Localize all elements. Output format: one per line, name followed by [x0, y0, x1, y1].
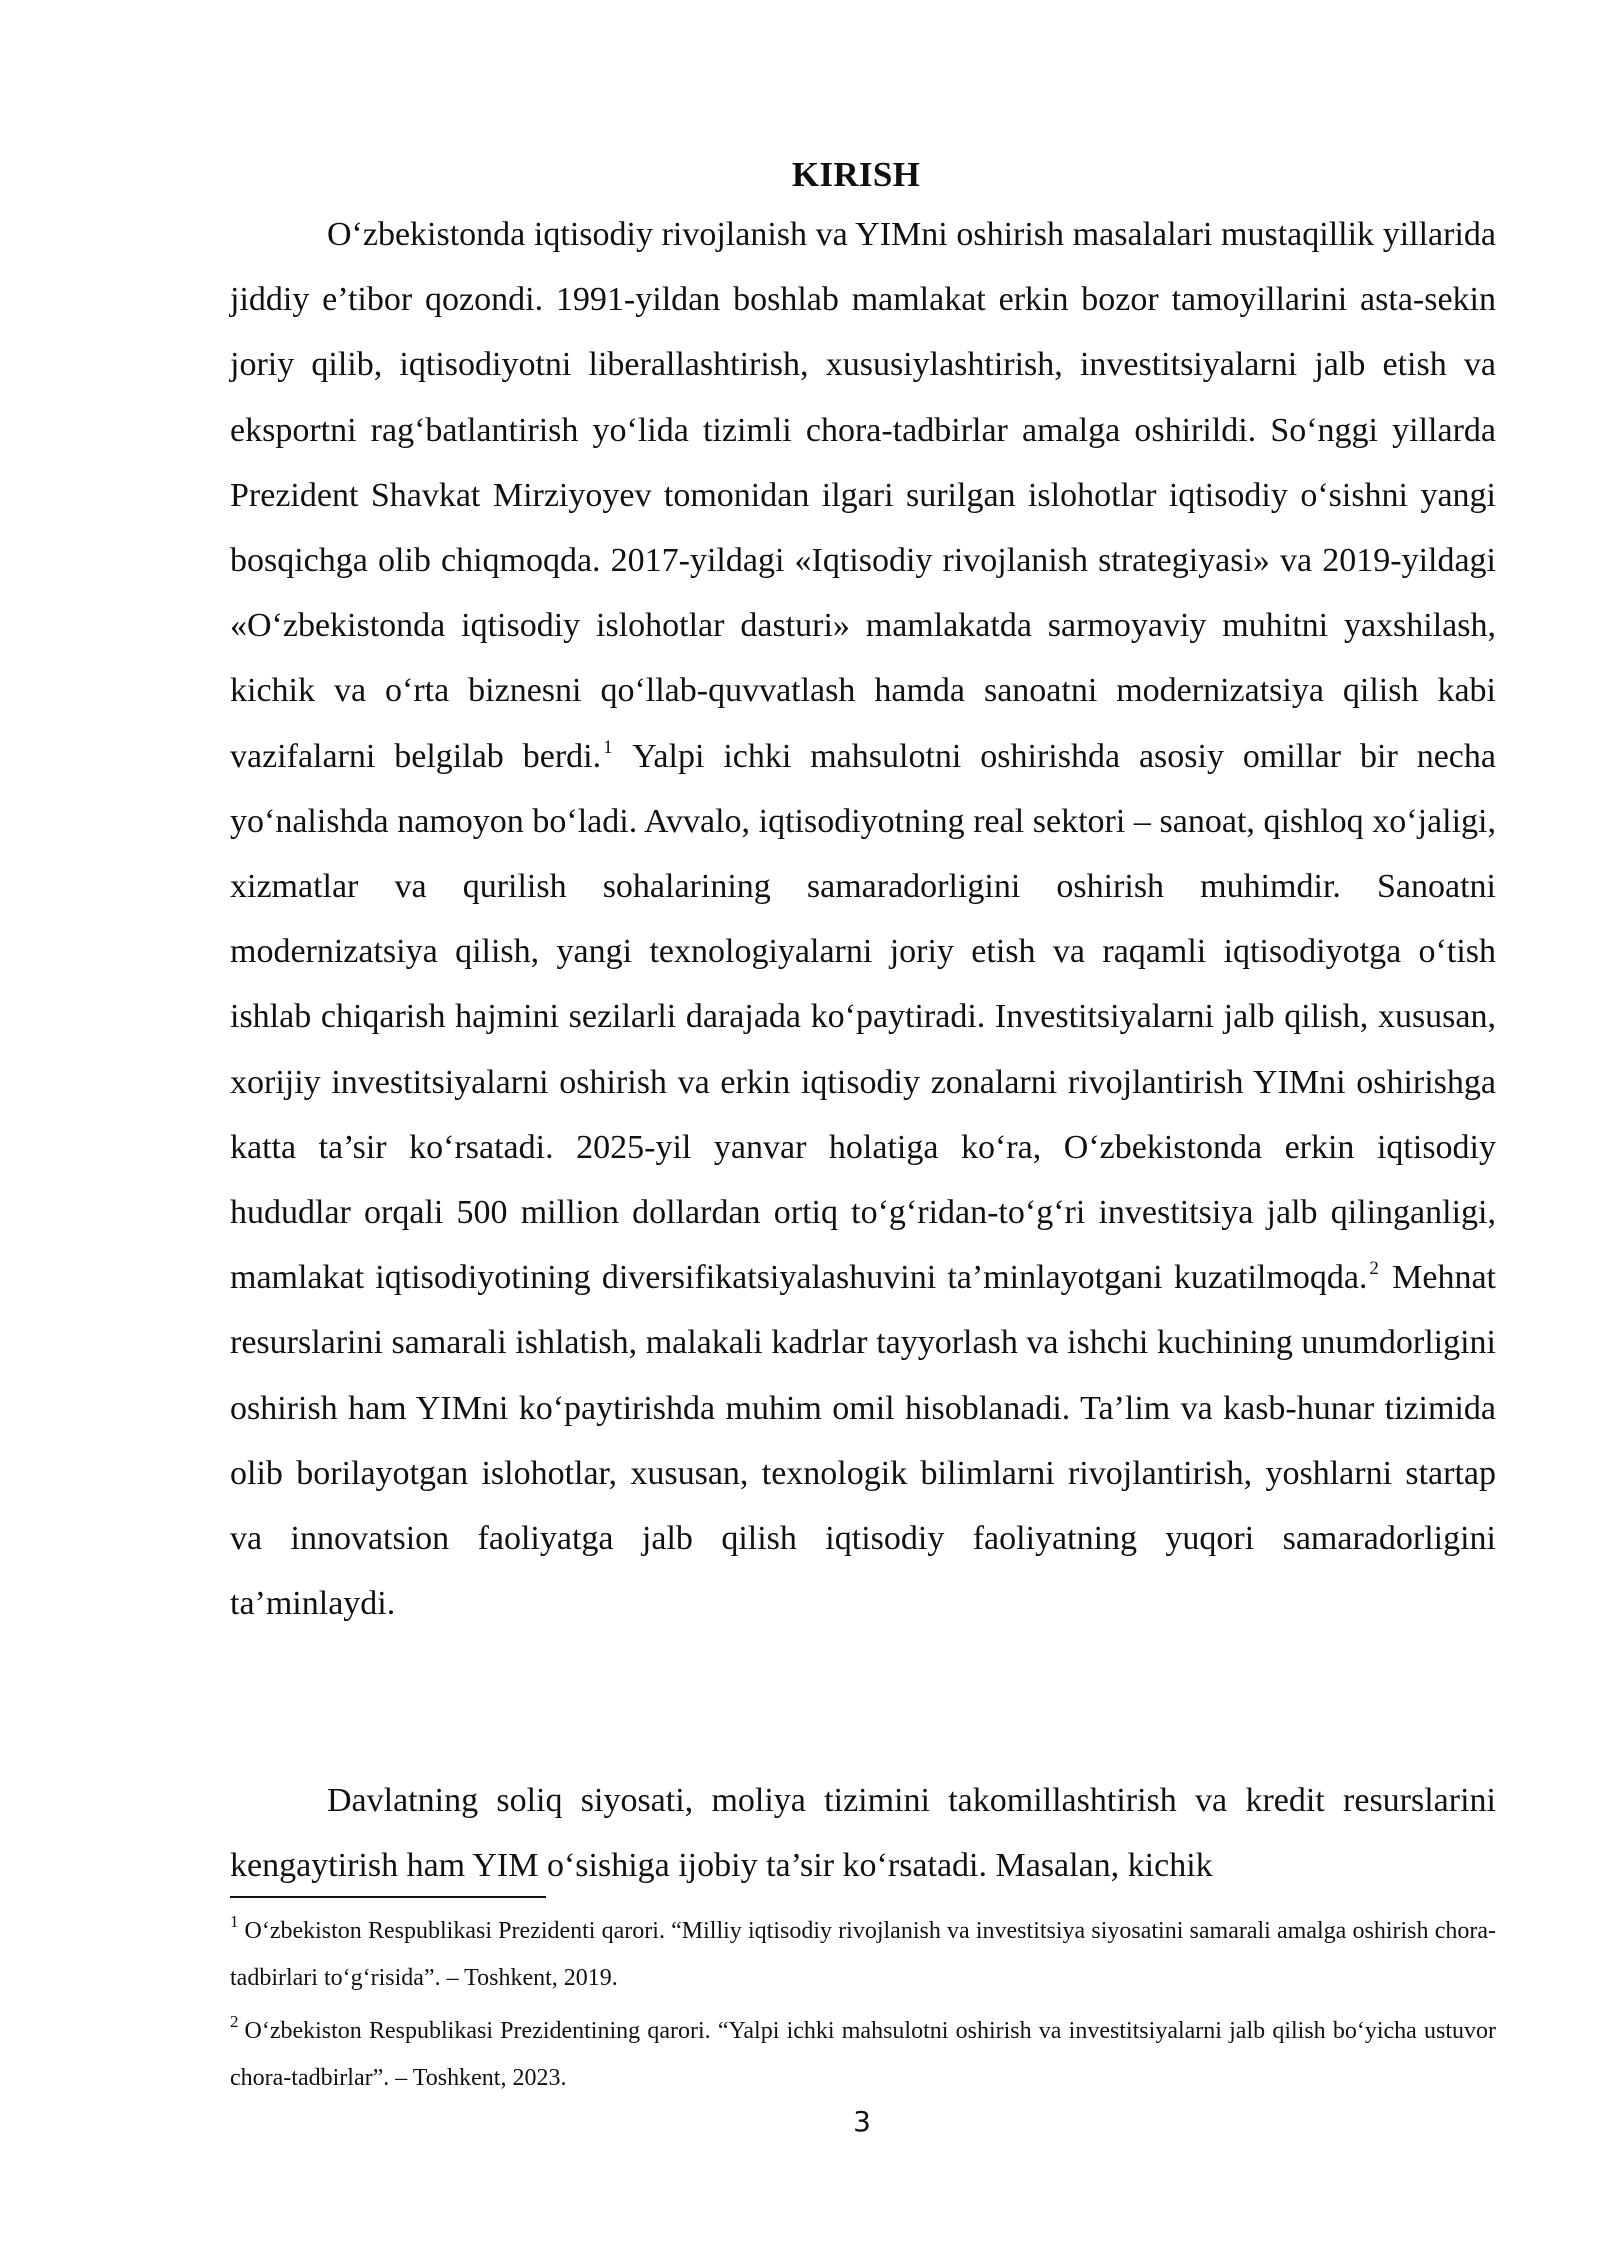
footnote-2-text: O‘zbekiston Respublikasi Prezidentining qarori. “Yalpi ichki mahsulotni oshirish va investitsiyalarni jalb qilish bo‘yicha ustuvor chora-tadbirlar”. – Toshkent, 2023.	[230, 2018, 1496, 2091]
footnote-1-number: 1	[230, 1912, 239, 1931]
footnote-separator	[230, 1896, 546, 1898]
paragraph-1-text-a: O‘zbekistonda iqtisodiy rivojlanish va YIMni oshirish masalalari mustaqillik yillarida jiddiy e’tibor qozondi. 1991-yildan boshlab mamlakat erkin bozor tamoyillarini asta-sekin joriy qilib, iqtisodiyotni liberallashtirish, xususiylashtirish, investitsiyalarni jalb etish va eksportni rag‘batlantirish yo‘lida tizimli chora-tadbirlar amalga oshirildi. So‘nggi yillarda Prezident Shavkat Mirziyoyev tomonidan ilgari surilgan islohotlar iqtisodiy o‘sishni yangi bosqichga olib chiqmoqda. 2017-yildagi «Iqtisodiy rivojlanish strategiyasi» va 2019-yildagi «O‘zbekistonda iqtisodiy islohotlar dasturi» mamlakatda sarmoyaviy muhitni yaxshilash, kichik va o‘rta biznesni qo‘llab-quvvatlash hamda sanoatni modernizatsiya qilish kabi vazifalarni belgilab berdi.	[230, 216, 1496, 775]
body-paragraph-2	[230, 1768, 1496, 1898]
footnote-1-text: O‘zbekiston Respublikasi Prezidenti qarori. “Milliy iqtisodiy rivojlanish va investitsiya siyosatini samarali amalga oshirish chora-tadbirlari to‘g‘risida”. – Toshkent, 2019.	[230, 1918, 1496, 1991]
body-paragraph-1	[230, 202, 1496, 1636]
footnote-ref-1[interactable]: 1	[603, 736, 613, 758]
section-title: KIRISH	[791, 155, 921, 194]
paragraph-1-text-b: Yalpi ichki mahsulotni oshirishda asosiy omillar bir necha yo‘nalishda namoyon bo‘ladi. Avvalo, iqtisodiyotning real sektori – sanoat, qishloq xo‘jaligi, xizmatlar va qurilish sohalarining samaradorligini oshirish muhimdir. Sanoatni modernizatsiya qilish, yangi texnologiyalarni joriy etish va raqamli iqtisodiyotga o‘tish ishlab chiqarish hajmini sezilarli darajada ko‘paytiradi. Investitsiyalarni jalb qilish, xususan, xorijiy investitsiyalarni oshirish va erkin iqtisodiy zonalarni rivojlantirish YIMni oshirishga katta ta’sir ko‘rsatadi. 2025-yil yanvar holatiga ko‘ra, O‘zbekistonda erkin iqtisodiy hududlar orqali 500 million dollardan ortiq to‘g‘ridan-to‘g‘ri investitsiya jalb qilinganligi, mamlakat iqtisodiyotining diversifikatsiyalashuvini ta’minlayotgani kuzatilmoqda.	[230, 737, 1496, 1297]
paragraph-2-text: Davlatning soliq siyosati, moliya tizimini takomillashtirish va kredit resurslarini kengaytirish ham YIM o‘sishiga ijobiy ta’sir ko‘rsatadi. Masalan, kichik	[230, 1782, 1496, 1885]
footnote-2-number: 2	[230, 2012, 239, 2031]
footnote-ref-2[interactable]: 2	[1369, 1258, 1379, 1280]
footnote-2	[230, 2008, 1496, 2102]
page-number: 3	[853, 2105, 871, 2138]
footnote-1	[230, 1908, 1496, 2002]
paragraph-1-text-c: Mehnat resurslarini samarali ishlatish, malakali kadrlar tayyorlash va ishchi kuchining unumdorligini oshirish ham YIMni ko‘paytirishda muhim omil hisoblanadi. Ta’lim va kasb-hunar tizimida olib borilayotgan islohotlar, xususan, texnologik bilimlarni rivojlantirish, yoshlarni startap va innovatsion faoliyatga jalb qilish iqtisodiy faoliyatning yuqori samaradorligini ta’minlaydi.	[230, 1259, 1497, 1623]
